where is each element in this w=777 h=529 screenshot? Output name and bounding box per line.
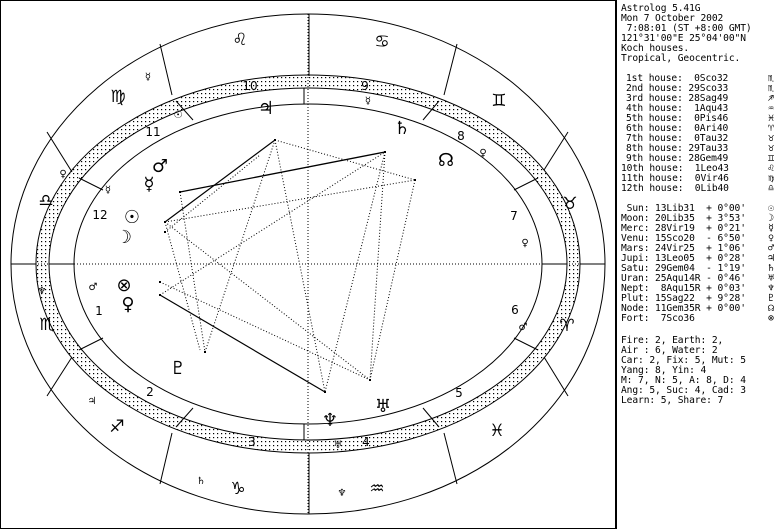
house-sign-icon: ♉ [767, 143, 774, 154]
planet-glyph-icon: ♇ [767, 293, 774, 304]
house-number-9: 9 [361, 79, 369, 93]
house-cusp-row: 7th house: 0Tau32 [626, 133, 729, 144]
house-cusp-row: 4th house: 1Aqu43 [626, 103, 729, 114]
planet-row: Node: 11Gem35R + 0°00' [621, 303, 746, 314]
ruler-venus-icon: ♀ [521, 238, 529, 249]
planet-fortune-icon: ⊗ [116, 275, 132, 296]
planet-glyph-icon: ♆ [767, 283, 774, 294]
ruler-mercury-icon-3: ☿ [104, 185, 112, 196]
planet-row: Satu: 29Gem04 - 1°19' [621, 263, 746, 274]
program-name: Astrolog 5.41G [621, 3, 701, 14]
house-sign-icon: ♏ [767, 73, 774, 84]
house-number-11: 11 [145, 125, 161, 139]
planet-glyph-icon: ☉ [767, 203, 774, 214]
house-cusp-row: 2nd house: 29Sco33 [626, 83, 729, 94]
planet-glyph-icon: ☊ [767, 303, 774, 314]
planet-glyph-icon: ♀ [767, 233, 774, 244]
planet-uranus-icon: ♅ [374, 396, 392, 417]
ruler-venus-icon-2: ♀ [479, 148, 487, 159]
house-number-12: 12 [92, 208, 108, 222]
planet-glyph-icon: ⊗ [767, 313, 774, 324]
planet-row: Nept: 8Aqu15R + 0°03' [621, 283, 746, 294]
planet-node-icon: ☊ [438, 150, 454, 171]
house-cusp-row: 5th house: 0Pis46 [626, 113, 729, 124]
planet-pluto-icon: ♇ [169, 358, 187, 379]
house-cusp-row: 6th house: 0Ari40 [626, 123, 729, 134]
sign-scorpio-icon: ♏ [39, 315, 55, 335]
planet-neptune-icon: ♆ [321, 410, 339, 431]
house-sign-icon: ♎ [767, 183, 774, 194]
ruler-mars-icon: ♂ [88, 282, 98, 293]
house-system: Koch houses. [621, 43, 690, 54]
sign-libra-icon: ♎ [38, 191, 54, 211]
planet-mars-icon: ♂ [151, 156, 169, 177]
sign-taurus-icon: ♉ [562, 194, 578, 214]
sign-aries-icon: ♈ [559, 316, 575, 336]
summary-row: Fire: 2, Earth: 2, [621, 335, 724, 346]
sign-virgo-icon: ♍ [110, 87, 126, 107]
house-sign-icon: ♒ [767, 103, 774, 114]
planet-glyph-icon: ☽ [767, 213, 774, 224]
house-sign-icon: ♉ [767, 133, 774, 144]
ruler-jupiter-icon: ♃ [87, 396, 97, 407]
house-sign-icon: ♐ [767, 93, 774, 104]
planet-mercury-icon: ☿ [143, 174, 155, 195]
house-number-5: 5 [455, 386, 463, 400]
sign-gemini-icon: ♊ [491, 91, 507, 111]
ruler-venus-icon-3: ♀ [59, 169, 67, 180]
sign-cancer-icon: ♋ [374, 32, 390, 52]
planet-moon-icon: ☽ [115, 227, 133, 248]
ruler-sun-icon: ☉ [173, 110, 183, 121]
house-number-7: 7 [510, 209, 518, 223]
planet-row: Mars: 24Vir25 + 1°06' [621, 243, 746, 254]
house-sign-icon: ♓ [767, 113, 774, 124]
planet-row: Venu: 15Sco20 - 6°50' [621, 233, 746, 244]
planet-row: Uran: 25Aqu14R - 0°46' [621, 273, 746, 284]
house-sign-icon: ♏ [767, 83, 774, 94]
summary-row: Yang: 8, Yin: 4 [621, 365, 707, 376]
info-panel [616, 0, 777, 529]
house-number-4: 4 [362, 435, 370, 449]
house-sign-icon: ♍ [767, 173, 774, 184]
chart-coords: 121°31'00"E 25°04'00"N [621, 33, 746, 44]
ruler-mercury-icon-2: ☿ [144, 72, 152, 83]
house-number-8: 8 [457, 129, 465, 143]
planet-glyph-icon: ☿ [767, 223, 774, 234]
chart-date: Mon 7 October 2002 [621, 13, 724, 24]
ruler-neptune-icon-2: ♆ [37, 286, 47, 297]
planet-glyph-icon: ♄ [767, 263, 774, 274]
ruler-neptune-icon: ♆ [337, 488, 347, 499]
sign-pisces-icon: ♓ [489, 421, 505, 441]
house-cusp-row: 12th house: 0Lib40 [621, 183, 729, 194]
sign-sagittarius-icon: ♐ [109, 417, 125, 437]
house-cusp-row: 8th house: 29Tau33 [626, 143, 729, 154]
summary-row: Learn: 5, Share: 7 [621, 395, 724, 406]
ruler-mars-icon-2: ♂ [518, 322, 528, 333]
planet-row: Plut: 15Sag22 + 9°28' [621, 293, 746, 304]
planet-glyph-icon: ♅ [767, 273, 774, 284]
planet-venus-icon: ♀ [121, 294, 135, 315]
planet-sun-icon: ☉ [123, 207, 141, 228]
planet-glyph-icon: ♃ [767, 253, 774, 264]
summary-row: M: 7, N: 5, A: 8, D: 4 [621, 375, 746, 386]
summary-row: Ang: 5, Suc: 4, Cad: 3 [621, 385, 746, 396]
house-sign-icon: ♈ [767, 123, 774, 134]
planet-jupiter-icon: ♃ [257, 98, 275, 119]
sign-leo-icon: ♌ [232, 30, 248, 50]
house-sign-icon: ♊ [767, 153, 774, 164]
zodiac-type: Tropical, Geocentric. [621, 53, 741, 64]
planet-row: Moon: 20Lib35 + 3°53' [621, 213, 746, 224]
house-cusp-row: 9th house: 28Gem49 [626, 153, 729, 164]
house-cusp-row: 11th house: 0Vir46 [621, 173, 729, 184]
house-number-10: 10 [242, 79, 258, 93]
planet-row: Fort: 7Sco36 [621, 313, 695, 324]
house-number-6: 6 [511, 303, 519, 317]
house-cusp-row: 10th house: 1Leo43 [621, 163, 729, 174]
chart-time: 7:08:01 (ST +8:00 GMT) [621, 23, 752, 34]
planet-saturn-icon: ♄ [393, 118, 411, 139]
ruler-saturn-icon: ♄ [196, 476, 206, 487]
house-cusp-row: 1st house: 0Sco32 [626, 73, 729, 84]
sign-capricorn-icon: ♑ [230, 479, 246, 499]
planet-row: Jupi: 13Leo05 + 0°28' [621, 253, 746, 264]
planet-row: Sun: 13Lib31 + 0°00' [621, 203, 746, 214]
planet-row: Merc: 28Vir19 + 0°21' [621, 223, 746, 234]
house-number-2: 2 [146, 385, 154, 399]
house-number-3: 3 [248, 435, 256, 449]
summary-row: Car: 2, Fix: 5, Mut: 5 [621, 355, 746, 366]
sign-aquarius-icon: ♒ [369, 479, 385, 499]
ruler-mercury-icon: ☿ [364, 96, 372, 107]
house-cusp-row: 3rd house: 28Sag49 [626, 93, 729, 104]
ruler-uranus-icon: ♅ [333, 440, 343, 451]
planet-glyph-icon: ♂ [767, 243, 774, 254]
house-number-1: 1 [95, 304, 103, 318]
summary-row: Air : 6, Water: 2 [621, 345, 718, 356]
house-sign-icon: ♌ [767, 163, 774, 174]
